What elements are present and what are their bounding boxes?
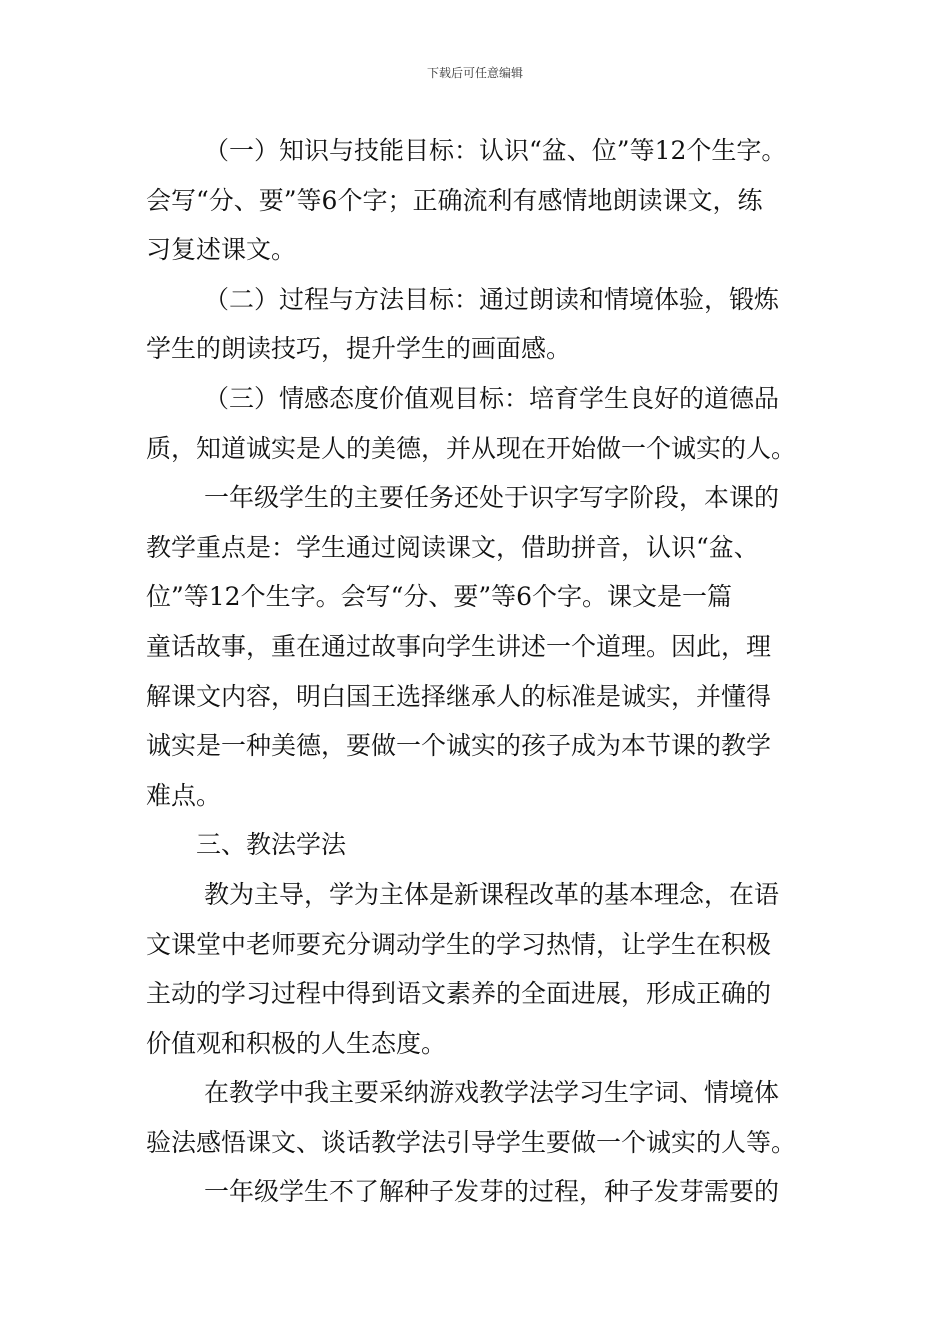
text-line: （一）知识与技能目标：认识“盆、位”等12个生字。 (204, 136, 787, 165)
text-line: 一年级学生不了解种子发芽的过程，种子发芽需要的 (204, 1177, 780, 1207)
text-line: 质，知道诚实是人的美德，并从现在开始做一个诚实的人。 (146, 433, 797, 463)
text-line: 教为主导，学为主体是新课程改革的基本理念，在语 (204, 879, 780, 909)
text-line: 诚实是一种美德，要做一个诚实的孩子成为本节课的教学 (146, 731, 772, 761)
text-line: 主动的学习过程中得到语文素养的全面进展，形成正确的 (146, 979, 772, 1009)
text-line: 文课堂中老师要充分调动学生的学习热情，让学生在积极 (146, 929, 772, 959)
text-line: 习复述课文。 (146, 235, 297, 265)
text-line: 教学重点是：学生通过阅读课文，借助拼音，认识“盆、 (146, 532, 759, 562)
text-line: 价值观和积极的人生态度。 (146, 1028, 447, 1058)
text-line: （三）情感态度价值观目标：培育学生良好的道德品 (204, 383, 780, 413)
text-line: 解课文内容，明白国王选择继承人的标准是诚实，并懂得 (146, 681, 772, 711)
text-line: 会写“分、要”等6个字；正确流利有感情地朗读课文，练 (146, 185, 763, 215)
page-header-note: 下载后可任意编辑 (426, 66, 523, 80)
text-line: 验法感悟课文、谈话教学法引导学生要做一个诚实的人等。 (146, 1127, 797, 1157)
text-line: （二）过程与方法目标：通过朗读和情境体验，锻炼 (204, 284, 780, 314)
section-heading: 三、教法学法 (196, 830, 347, 860)
text-line: 难点。 (146, 780, 222, 810)
text-line: 在教学中我主要采纳游戏教学法学习生字词、情境体 (204, 1078, 780, 1108)
text-line: 学生的朗读技巧，提升学生的画面感。 (146, 334, 572, 364)
document-body (146, 126, 822, 1217)
text-line: 一年级学生的主要任务还处于识字写字阶段，本课的 (204, 483, 780, 513)
text-line: 童话故事，重在通过故事向学生讲述一个道理。因此，理 (146, 631, 772, 661)
text-line: 位”等12个生字。会写“分、要”等6个字。课文是一篇 (146, 582, 733, 612)
